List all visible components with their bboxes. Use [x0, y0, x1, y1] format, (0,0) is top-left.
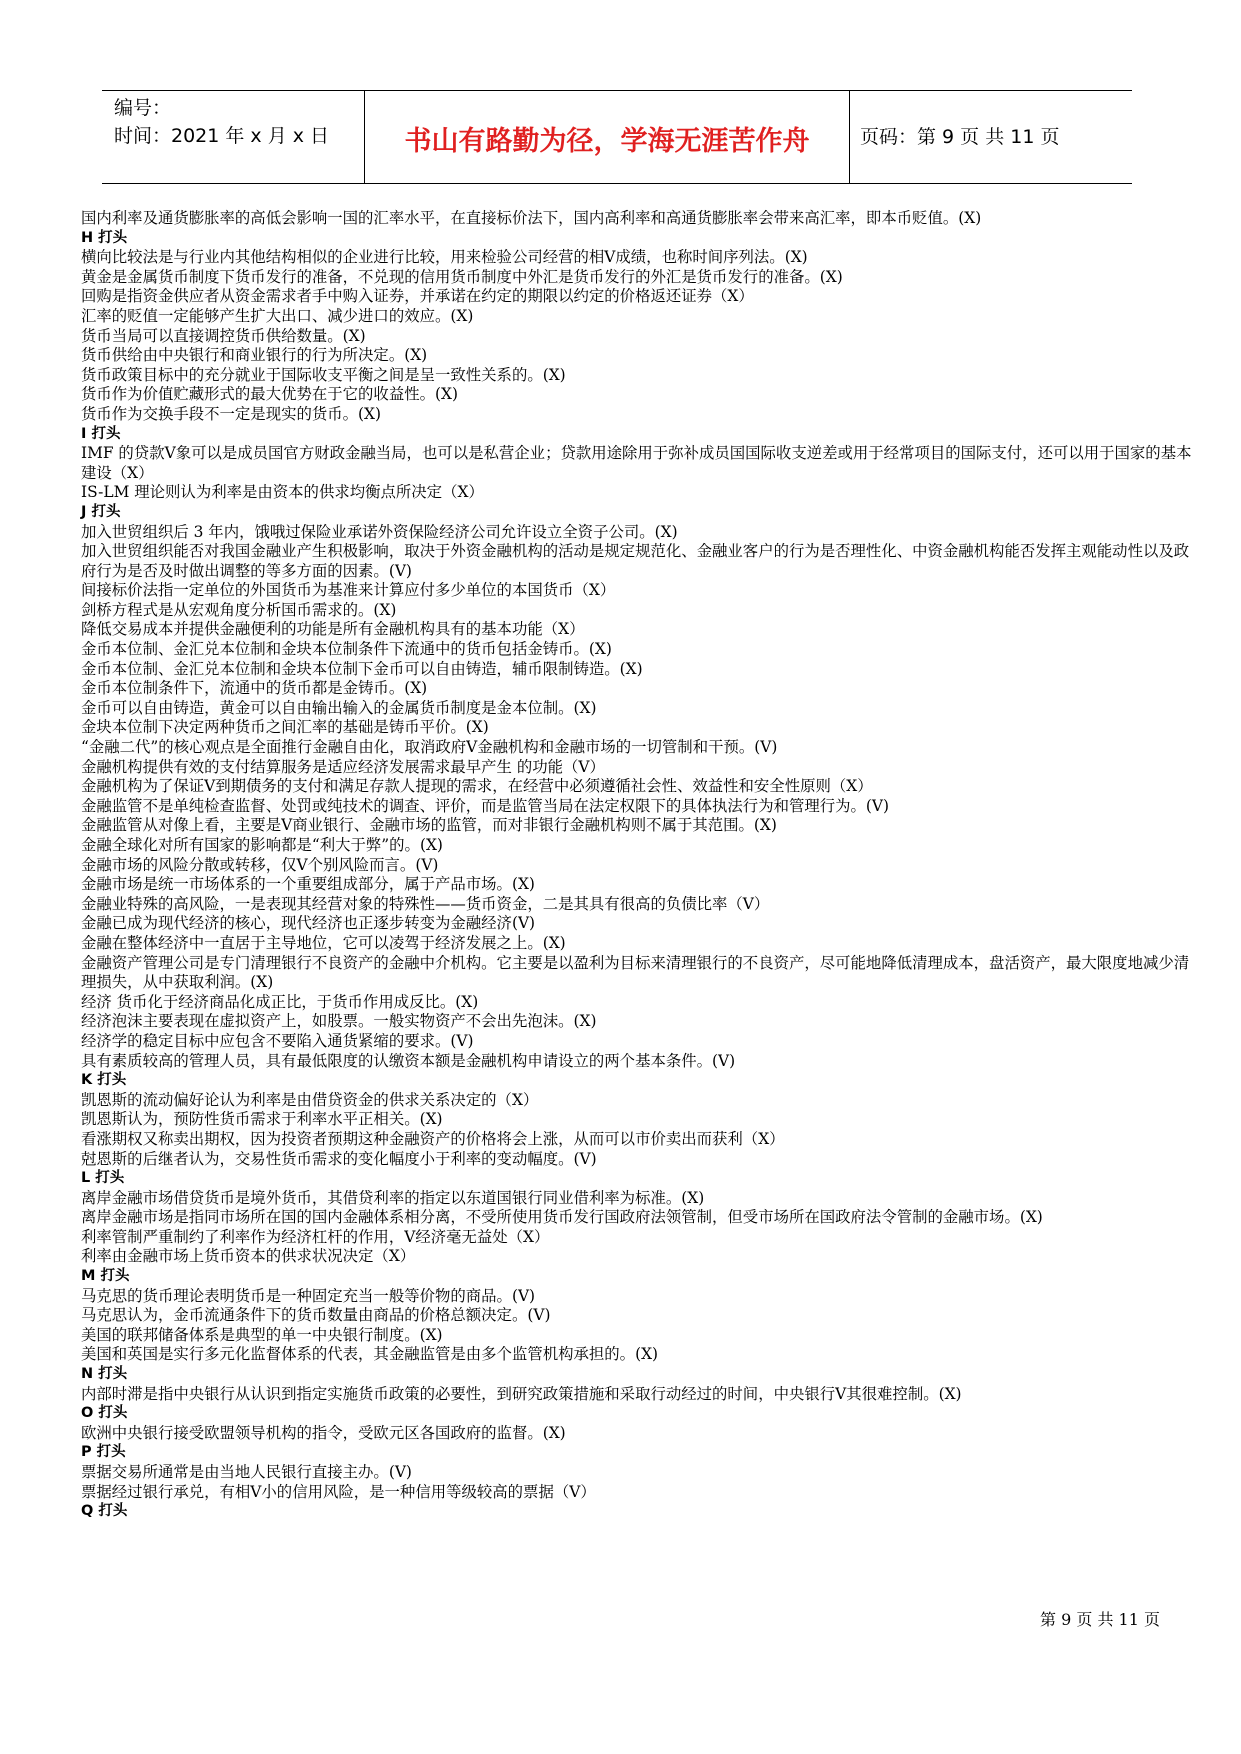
section-heading: J 打头 [81, 503, 121, 520]
time-label: 时间：2021 年 x 月 x 日 [114, 125, 330, 147]
statement-line: 加入世贸组织能否对我国金融业产生积极影响，取决于外资金融机构的活动是规定规范化、金融业客户的行为是否理性化、中资金融机构能否发挥主观能动性以及政府行为是否及时做出调整的等多方面的因素。(V) [81, 542, 1190, 580]
statement-line: “金融二代”的核心观点是全面推行金融自由化，取消政府Ⅴ金融机构和金融市场的一切管制和干预。(V) [81, 738, 778, 757]
statement-line: 离岸金融市场是指同市场所在国的国内金融体系相分离，不受所使用货币发行国政府法领管制，但受市场所在国政府法令管制的金融市场。(X) [81, 1208, 1043, 1227]
statement-line: 经济 货币化于经济商品化成正比，于货币作用成反比。(X) [81, 992, 479, 1011]
statement-line: 金融机构为了保证Ⅴ到期债务的支付和满足存款人提现的需求，在经营中必须遵循社会性、效益性和安全性原则（X） [81, 777, 873, 796]
statement-line: 金融市场是统一市场体系的一个重要组成部分，属于产品市场。(X) [81, 875, 535, 894]
statement-line: 黄金是金属货币制度下货币发行的准备，不兑现的信用货币制度中外汇是货币发行的外汇是货币发行的准备。(X) [81, 267, 843, 286]
section-heading: N 打头 [81, 1366, 128, 1383]
section-heading: P 打头 [81, 1444, 126, 1461]
statement-line: 票据经过银行承兑，有相Ⅴ小的信用风险，是一种信用等级较高的票据（V） [81, 1482, 596, 1501]
statement-line: 横向比较法是与行业内其他结构相似的企业进行比较，用来检验公司经营的相Ⅴ成绩，也称时间序列法。(X) [81, 248, 808, 267]
statement-line: 金块本位制下决定两种货币之间汇率的基础是铸币平价。(X) [81, 718, 489, 737]
section-heading: H 打头 [81, 229, 128, 246]
statement-line: 金融已成为现代经济的核心，现代经济也正逐步转变为金融经济(V) [81, 914, 536, 933]
statement-line: 金融全球化对所有国家的影响都是“利大于弊”的。(X) [81, 836, 443, 854]
statement-line: 金币本位制、金汇兑本位制和金块本位制条件下流通中的货币包括金铸币。(X) [81, 640, 612, 659]
statement-line: 剑桥方程式是从宏观角度分析国币需求的。(X) [81, 600, 397, 619]
statement-line: 内部时滞是指中央银行从认识到指定实施货币政策的必要性，到研究政策措施和采取行动经过的时间，中央银行Ⅴ其很难控制。(X) [81, 1384, 962, 1403]
statement-line: 美国的联邦储备体系是典型的单一中央银行制度。(X) [81, 1325, 443, 1344]
statement-line: 货币当局可以直接调控货币供给数量。(X) [81, 326, 366, 345]
statement-line: 具有素质较高的管理人员，具有最低限度的认缴资本额是金融机构申请设立的两个基本条件。(V) [81, 1051, 736, 1070]
page-header [102, 90, 1132, 184]
statement-line: 降低交易成本并提供金融便利的功能是所有金融机构具有的基本功能（X） [81, 620, 585, 639]
statement-line: 欧洲中央银行接受欧盟领导机构的指令，受欧元区各国政府的监督。(X) [81, 1423, 566, 1442]
statement-line: 金币本位制条件下，流通中的货币都是金铸币。(X) [81, 679, 428, 698]
statement-line: 汇率的贬值一定能够产生扩大出口、减少进口的效应。(X) [81, 306, 474, 325]
statement-line: 美国和英国是实行多元化监督体系的代表，其金融监管是由多个监管机构承担的。(X) [81, 1345, 659, 1364]
statement-line: 票据交易所通常是由当地人民银行直接主办。(V) [81, 1463, 412, 1481]
statement-line: IMF 的贷款Ⅴ象可以是成员国官方财政金融当局，也可以是私营企业；贷款用途除用于弥补成员国国际收支逆差或用于经常项目的国际支付，还可以用于国家的基本建设（X） [81, 444, 1192, 482]
statement-line: 货币作为价值贮藏形式的最大优势在于它的收益性。(X) [81, 385, 458, 404]
statement-line: 利率管制严重制约了利率作为经济杠杆的作用，Ⅴ经济毫无益处（X） [81, 1227, 550, 1246]
statement-line: 金融市场的风险分散或转移，仅Ⅴ个别风险而言。(V) [81, 855, 439, 874]
statement-line: 加入世贸组织后 3 年内，饿哦过保险业承诺外资保险经济公司允许设立全资子公司。(X) [81, 522, 678, 541]
statement-line: 金融监管从对像上看，主要是Ⅴ商业银行、金融市场的监管，而对非银行金融机构则不属于其范围。(X) [81, 816, 777, 835]
statement-line: IS-LM 理论则认为利率是由资本的供求均衡点所决定（X） [81, 483, 484, 502]
number-label: 编号： [114, 97, 172, 119]
statement-line: 金融监管不是单纯检查监督、处罚或纯技术的调查、评价，而是监管当局在法定权限下的具体执法行为和管理行为。(V) [81, 796, 890, 815]
header-middle-cell [364, 91, 850, 183]
statement-line: 马克思的货币理论表明货币是一种固定充当一般等价物的商品。(V) [81, 1286, 536, 1305]
page-footer: 第 9 页 共 11 页 [1040, 1610, 1160, 1629]
statement-line: 金融业特殊的高风险，一是表现其经营对象的特殊性——货币资金，二是其具有很高的负债比率（V） [81, 894, 770, 913]
statement-line: 间接标价法指一定单位的外国货币为基准来计算应付多少单位的本国货币（X） [81, 581, 616, 600]
statement-line: 马克思认为，金币流通条件下的货币数量由商品的价格总额决定。(V) [81, 1306, 551, 1325]
section-heading: L 打头 [81, 1170, 125, 1187]
statement-line: 经济泡沫主要表现在虚拟资产上，如股票。一般实物资产不会出先泡沫。(X) [81, 1012, 597, 1031]
section-heading: O 打头 [81, 1405, 128, 1422]
section-heading: I 打头 [81, 425, 121, 442]
section-heading: K 打头 [81, 1072, 127, 1089]
statement-line: 货币政策目标中的充分就业于国际收支平衡之间是呈一致性关系的。(X) [81, 365, 566, 384]
statement-line: 离岸金融市场借贷货币是境外货币，其借贷利率的指定以东道国银行同业借利率为标准。(X) [81, 1188, 705, 1207]
statement-line: 金币可以自由铸造，黄金可以自由输出输入的金属货币制度是金本位制。(X) [81, 698, 597, 717]
statement-line: 金融资产管理公司是专门清理银行不良资产的金融中介机构。它主要是以盈利为目标来清理银行的不良资产，尽可能地降低清理成本，盘活资产，最大限度地减少清理损失，从中获取利润。(X) [81, 953, 1190, 992]
statement-line: 尅恩斯的后继者认为，交易性货币需求的变化幅度小于利率的变动幅度。(V) [81, 1149, 597, 1168]
statement-line: 凯恩斯认为，预防性货币需求于利率水平正相关。(X) [81, 1110, 443, 1129]
document-body [81, 209, 1198, 1522]
statement-line: 经济学的稳定目标中应包含不要陷入通货紧缩的要求。(V) [81, 1031, 474, 1050]
header-left-cell [102, 91, 364, 183]
section-heading: Q 打头 [81, 1503, 128, 1520]
section-heading: M 打头 [81, 1268, 130, 1285]
statement-line: 金币本位制、金汇兑本位制和金块本位制下金币可以自由铸造，辅币限制铸造。(X) [81, 659, 643, 678]
statement-line: 金融机构提供有效的支付结算服务是适应经济发展需求最早产生 的功能（V） [81, 757, 605, 776]
statement-line: 利率由金融市场上货币资本的供求状况决定（X） [81, 1247, 416, 1266]
statement-line: 货币供给由中央银行和商业银行的行为所决定。(X) [81, 346, 428, 365]
statement-line: 凯恩斯的流动偏好论认为利率是由借贷资金的供求关系决定的（X） [81, 1090, 539, 1109]
page-number-label: 页码：第 9 页 共 11 页 [860, 126, 1060, 148]
statement-line: 国内利率及通货膨胀率的高低会影响一国的汇率水平，在直接标价法下，国内高利率和高通货膨胀率会带来高汇率，即本币贬值。(X) [81, 209, 982, 227]
header-right-cell [848, 91, 1132, 183]
motto-text: 书山有路勤为径，学海无涯苦作舟 [404, 126, 810, 157]
statement-line: 看涨期权又称卖出期权，因为投资者预期这种金融资产的价格将会上涨，从而可以市价卖出而获利（X） [81, 1129, 785, 1148]
statement-line: 回购是指资金供应者从资金需求者手中购入证券，并承诺在约定的期限以约定的价格返还证券（X） [81, 287, 754, 306]
statement-line: 货币作为交换手段不一定是现实的货币。(X) [81, 404, 381, 423]
statement-line: 金融在整体经济中一直居于主导地位，它可以凌驾于经济发展之上。(X) [81, 933, 566, 952]
